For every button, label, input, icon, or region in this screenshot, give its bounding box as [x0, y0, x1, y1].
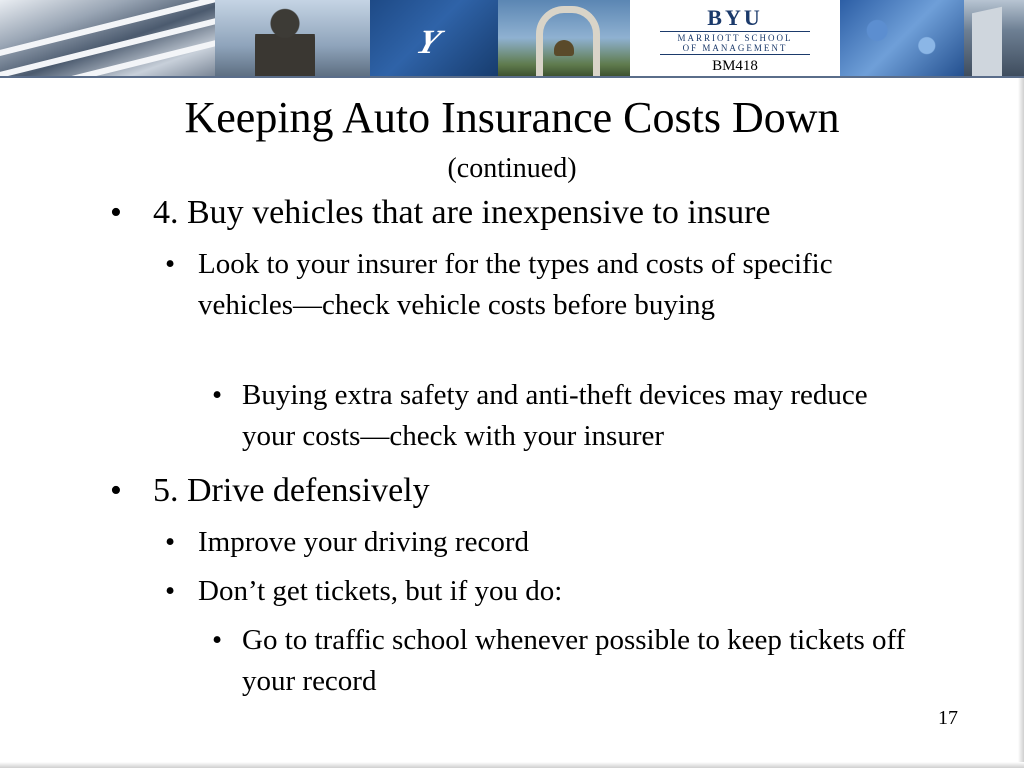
- slide-title: Keeping Auto Insurance Costs Down: [184, 93, 840, 142]
- bullet-text: 4. Buy vehicles that are inexpensive to insure: [153, 194, 771, 231]
- bullet-dot: •: [110, 472, 122, 509]
- bullet-dot: •: [165, 575, 176, 607]
- banner-photo-water: [840, 0, 964, 76]
- bullet-item: [110, 470, 910, 512]
- bullet-dot: •: [212, 624, 223, 656]
- banner-photo-bell-arch: [498, 0, 630, 76]
- bullet-text: Buying extra safety and anti-theft devices may reduce your costs—check with your insurer: [242, 379, 868, 452]
- bullet-text: Look to your insurer for the types and costs of specific vehicles—check vehicle costs before buying: [198, 248, 833, 321]
- bullet-dot: •: [165, 526, 176, 558]
- bullet-dot: •: [212, 379, 223, 411]
- bullet-item: [110, 192, 910, 234]
- header-banner: [0, 0, 1024, 78]
- bullet-text: 5. Drive defensively: [153, 472, 430, 509]
- bullet-item: [165, 244, 865, 326]
- bullet-item: [165, 522, 865, 563]
- banner-photo-building-wall: [964, 0, 1024, 76]
- bullet-text: Don’t get tickets, but if you do:: [198, 575, 563, 607]
- page-number: 17: [938, 707, 958, 729]
- logo-byu-text: BYU: [707, 5, 763, 30]
- slide-subtitle: (continued): [447, 153, 577, 184]
- course-code: BM418: [712, 58, 758, 74]
- bullet-text: Go to traffic school whenever possible to keep tickets off your record: [242, 624, 906, 697]
- bullet-item: [212, 375, 912, 457]
- banner-photo-statue: [215, 0, 370, 76]
- bullet-text: Improve your driving record: [198, 526, 529, 558]
- banner-photo-building-glass: [0, 0, 215, 76]
- logo-sub-line: OF MANAGEMENT: [682, 43, 788, 53]
- slide-shadow-bottom: [0, 762, 1024, 768]
- logo-school-line: MARRIOTT SCHOOL: [677, 33, 793, 43]
- bullet-dot: •: [110, 194, 122, 231]
- bullet-item: [212, 620, 912, 702]
- byu-marriott-logo: [630, 0, 840, 76]
- bullet-dot: •: [165, 248, 176, 280]
- banner-photo-y-mountain: Y: [370, 0, 498, 76]
- bullet-item: [165, 571, 865, 612]
